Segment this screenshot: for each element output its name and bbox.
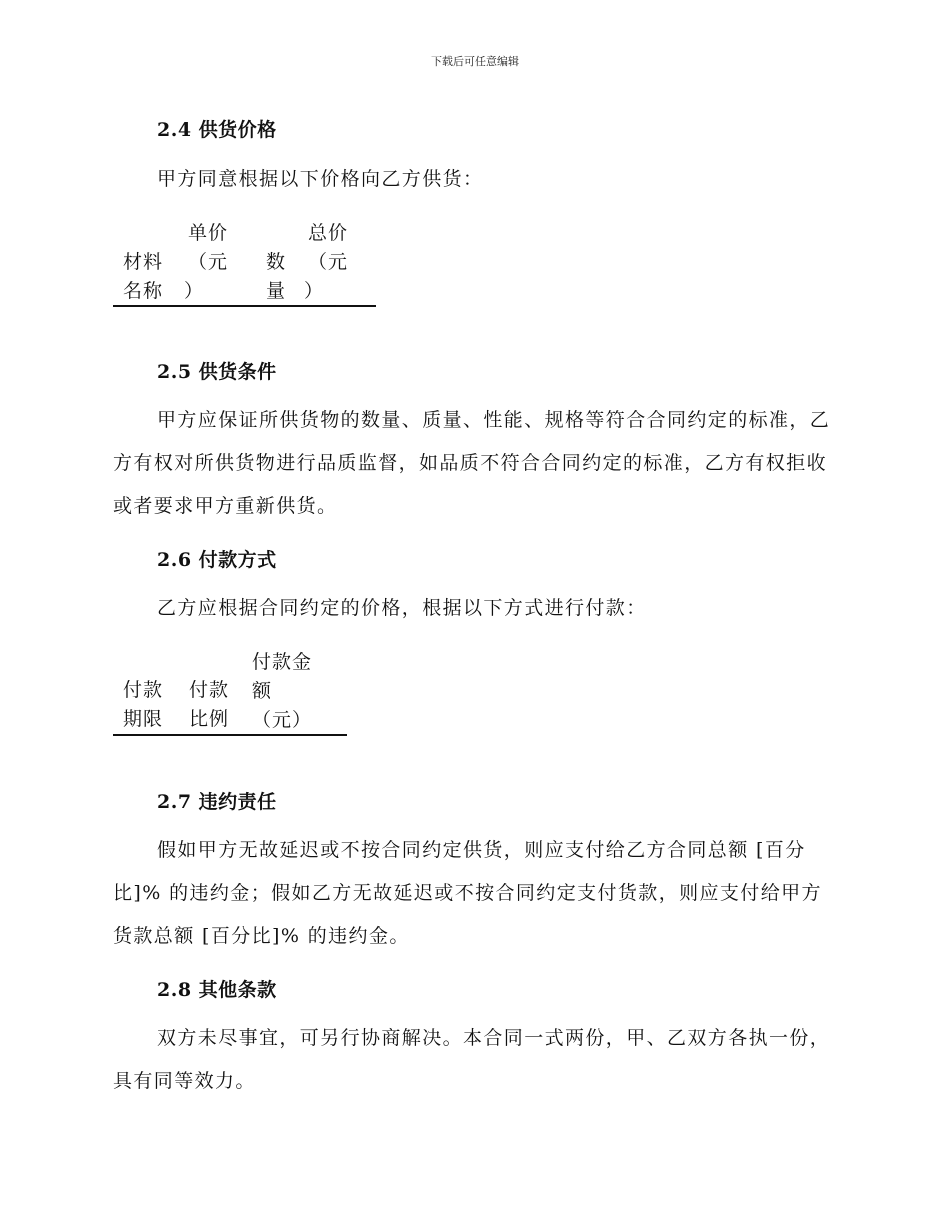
section-text-2-6: 乙方应根据合同约定的价格，根据以下方式进行付款： [157,597,647,619]
section-heading-2-8: 2.8 其他条款 [157,979,277,1001]
page-header: 下载后可任意编辑 [431,55,519,68]
payment-table-rule [113,734,347,736]
section-text-2-4: 甲方同意根据以下价格向乙方供货： [157,168,484,190]
price-table-rule [113,305,376,307]
price-table-header-total-price: 总价 （元 ） [304,222,348,302]
price-table-header-unit-price: 单价 （元 ） [184,222,228,302]
section-heading-2-4: 2.4 供货价格 [157,119,277,141]
section-heading-2-7: 2.7 违约责任 [157,791,277,813]
section-text-2-5: 甲方应保证所供货物的数量、质量、性能、规格等符合合同约定的标准，乙方有权对所供货物进行品质监督，如品质不符合合同约定的标准，乙方有权拒收或者要求甲方重新供货。 [113,409,831,517]
section-heading-2-5: 2.5 供货条件 [157,361,277,383]
price-table-header-material: 材料 名称 [122,251,163,302]
payment-table-header-ratio: 付款 比例 [188,679,229,730]
section-text-2-7: 假如甲方无故延迟或不按合同约定供货，则应支付给乙方合同总额 [百分比]% 的违约金；假如乙方无故延迟或不按合同约定支付货款，则应支付给甲方货款总额 [百分比]% 的违约金。 [113,839,822,947]
price-table-header-quantity: 数 量 [265,251,286,302]
payment-table-header-term: 付款 期限 [122,679,163,730]
section-text-2-8: 双方未尽事宜，可另行协商解决。本合同一式两份，甲、乙双方各执一份，具有同等效力。 [113,1027,831,1092]
payment-table-header-amount: 付款金 额 （元） [252,651,313,731]
section-heading-2-6: 2.6 付款方式 [157,549,277,571]
